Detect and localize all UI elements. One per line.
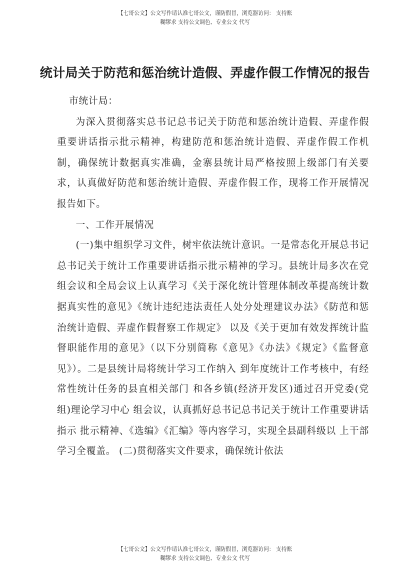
- header-banner-line-1: 【七哥公文】公文写作请认准七哥公文，谨防假冒，浏览器访问： 支持账: [117, 11, 293, 17]
- footer-banner: [0, 546, 410, 563]
- section-heading: 一、工作开展情况: [75, 219, 154, 231]
- salutation: 市统计局：: [69, 96, 118, 107]
- paragraph-section-1: (一)集中组织学习文件，树牢依法统计意识。一是常态化开展总书记总书记关于统计工作重要讲话指示批示精神的学习。县统计局多次在党组会议和全局会议上认真学习《关于深化统计管理体制改革提高统计数据真实性的意见》《统计违纪违法责任人处分处理建议办法》《防范和惩治统计造假、弄虚作假督察工作规定》 以及《关于更加有效发挥统计监督职能作用的意见》（以下分别简称《意见》《办法》《规定》《监督意见》）。二是县统计局将统计学习工作纳入 到年度统计工作考核中，有经常性统计任务的县直相关部门 和各乡镇(经济开发区)通过召开党委(党组)理论学习中心 组会议，认真抓好总书记总书记关于统计工作重要讲话指示 批示精神、《选编》《汇编》等内容学习，实现全县副科级以 上干部学习全覆盖。 (二)贯彻落实文件要求，确保统计依法: [57, 240, 369, 458]
- header-banner-line-2: 糊缪求 支持公文调色、专业公文 代写: [160, 19, 250, 26]
- document-body: [57, 92, 369, 463]
- footer-banner-line-1: 【七哥公文】公文写作请认准七哥公文，谨防假冒，浏览器访问： 支持账: [117, 547, 293, 553]
- paragraph-intro: 为深入贯彻落实总书记总书记关于防范和惩治统计造假、弄虚作假重要讲话指示批示精神，构建防范和惩治统计造假、弄虚作假工作机制，确保统计数据真实准确，金寨县统计局严格按照上级部门有关要求，认真做好防范和惩治统计造假、弄虚作假工作，现将工作开展情况报告如下。: [57, 116, 369, 210]
- document-title: 统计局关于防范和惩治统计造假、弄虚作假工作情况的报告: [39, 65, 371, 80]
- footer-banner-line-2: 糊缪求 支持公文调色、专业公文 代写: [160, 555, 250, 562]
- header-banner: [0, 10, 410, 27]
